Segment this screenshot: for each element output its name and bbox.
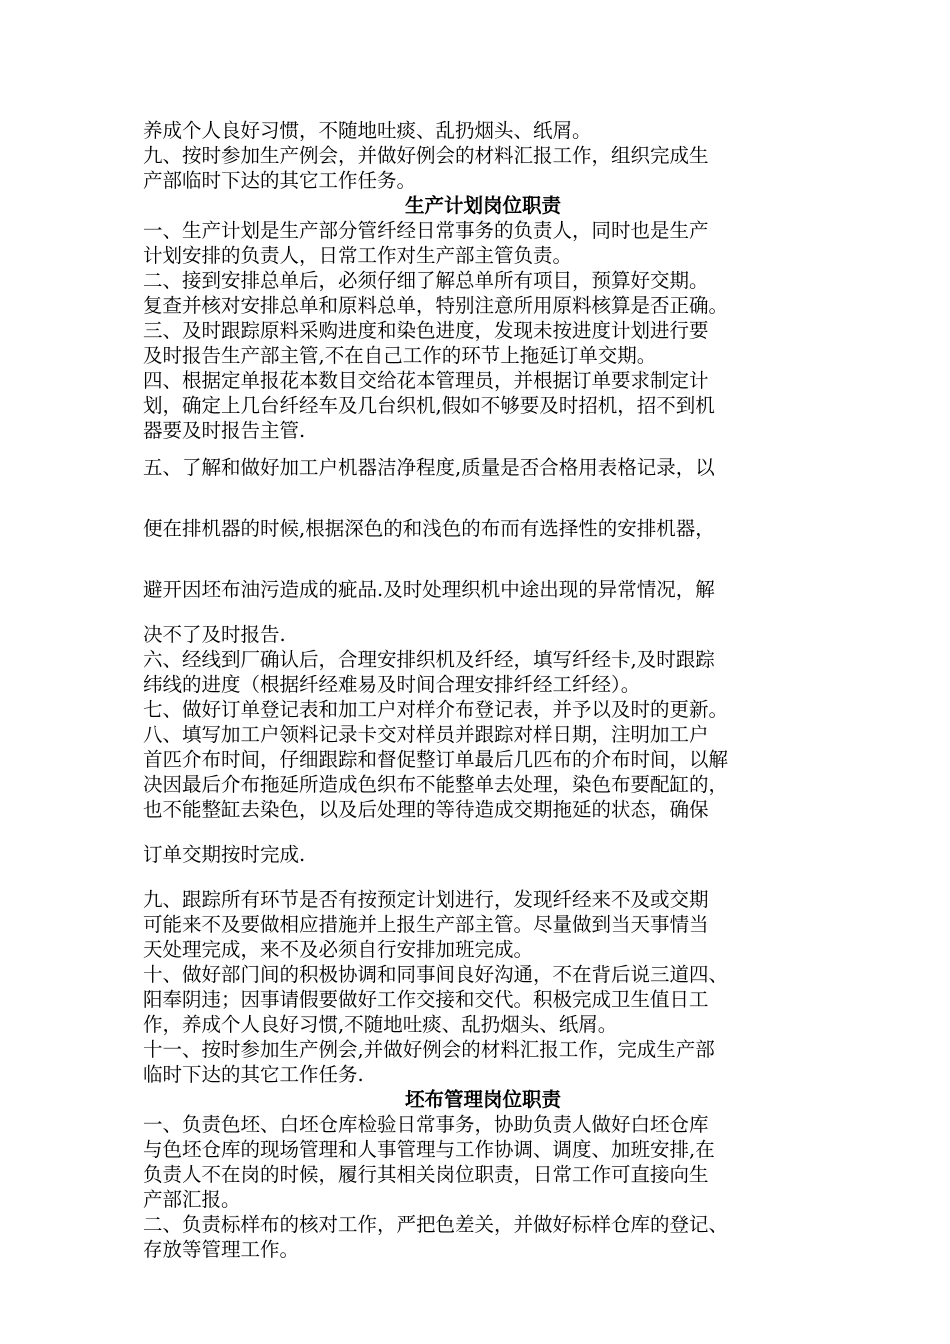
text-line: 首匹介布时间，仔细跟踪和督促整订单最后几匹布的介布时间，以解 xyxy=(143,748,729,771)
text-line: 可能来不及要做相应措施并上报生产部主管。尽量做到当天事情当 xyxy=(143,913,709,936)
text-line: 器要及时报告主管. xyxy=(143,419,306,442)
text-line: 纬线的进度（根据纤经难易及时间合理安排纤经工纤经）。 xyxy=(143,673,641,696)
paragraph-block-1 xyxy=(143,118,823,193)
text-line: 三、及时跟踪原料采购进度和染色进度，发现未按进度计划进行要 xyxy=(143,319,709,342)
paragraph-block-5 xyxy=(143,1112,823,1262)
text-line: 产部临时下达的其它工作任务。 xyxy=(143,169,417,192)
text-line: 决不了及时报告. xyxy=(143,623,286,646)
text-line: 五、了解和做好加工户机器洁净程度,质量是否合格用表格记录，以 xyxy=(143,456,715,479)
paragraph-block-3 xyxy=(143,647,823,867)
text-line: 一、负责色坯、白坯仓库检验日常事务，协助负责人做好白坯仓库 xyxy=(143,1113,709,1136)
text-line: 四、根据定单报花本数目交给花本管理员，并根据订单要求制定计 xyxy=(143,369,709,392)
text-line: 及时报告生产部主管,不在自己工作的环节上拖延订单交期。 xyxy=(143,344,657,367)
text-line: 存放等管理工作。 xyxy=(143,1238,300,1261)
text-line: 与色坯仓库的现场管理和人事管理与工作协调、调度、加班安排,在 xyxy=(143,1138,715,1161)
section-title-production-plan: 生产计划岗位职责 xyxy=(404,194,561,217)
text-line: 七、做好订单登记表和加工户对样介布登记表，并予以及时的更新。 xyxy=(143,698,729,721)
text-line: 负责人不在岗的时候，履行其相关岗位职责，日常工作可直接向生 xyxy=(143,1163,709,1186)
text-line: 产部汇报。 xyxy=(143,1188,241,1211)
section-title-greige-management: 坯布管理岗位职责 xyxy=(404,1088,561,1111)
text-line: 复查并核对安排总单和原料总单，特别注意所用原料核算是否正确。 xyxy=(143,294,729,317)
text-line: 二、负责标样布的核对工作，严把色差关，并做好标样仓库的登记、 xyxy=(143,1213,729,1236)
text-line: 九、按时参加生产例会，并做好例会的材料汇报工作，组织完成生 xyxy=(143,144,709,167)
paragraph-block-2 xyxy=(143,218,823,443)
text-line: 便在排机器的时候,根据深色的和浅色的布而有选择性的安排机器， xyxy=(143,517,715,540)
document-page xyxy=(143,118,823,1262)
text-line: 天处理完成，来不及必须自行安排加班完成。 xyxy=(143,938,534,961)
text-line: 八、填写加工户领料记录卡交对样员并跟踪对样日期，注明加工户 xyxy=(143,723,709,746)
text-line: 决因最后介布拖延所造成色织布不能整单去处理，染色布要配缸的， xyxy=(143,773,729,796)
text-line: 二、接到安排总单后，必须仔细了解总单所有项目，预算好交期。 xyxy=(143,269,709,292)
text-line: 阳奉阴违；因事请假要做好工作交接和交代。积极完成卫生值日工 xyxy=(143,988,709,1011)
text-line: 临时下达的其它工作任务. xyxy=(143,1063,364,1086)
text-line: 划，确定上几台纤经车及几台织机,假如不够要及时招机，招不到机 xyxy=(143,394,715,417)
text-line: 避开因坯布油污造成的疵品.及时处理织机中途出现的异常情况，解 xyxy=(143,578,715,601)
text-line: 作，养成个人良好习惯,不随地吐痰、乱扔烟头、纸屑。 xyxy=(143,1013,618,1036)
paragraph-item-5 xyxy=(143,455,823,647)
text-line: 九、跟踪所有环节是否有按预定计划进行，发现纤经来不及或交期 xyxy=(143,888,709,911)
text-line: 养成个人良好习惯，不随地吐痰、乱扔烟头、纸屑。 xyxy=(143,119,592,142)
text-line: 一、生产计划是生产部分管纤经日常事务的负责人，同时也是生产 xyxy=(143,219,709,242)
text-line: 订单交期按时完成. xyxy=(143,843,306,866)
text-line: 计划安排的负责人，日常工作对生产部主管负责。 xyxy=(143,244,573,267)
text-line: 十一、按时参加生产例会,并做好例会的材料汇报工作，完成生产部 xyxy=(143,1038,715,1061)
paragraph-block-4 xyxy=(143,887,823,1087)
text-line: 六、经线到厂确认后，合理安排织机及纤经，填写纤经卡,及时跟踪 xyxy=(143,648,715,671)
text-line: 十、做好部门间的积极协调和同事间良好沟通，不在背后说三道四、 xyxy=(143,963,729,986)
text-line: 也不能整缸去染色，以及后处理的等待造成交期拖延的状态，确保 xyxy=(143,798,709,821)
